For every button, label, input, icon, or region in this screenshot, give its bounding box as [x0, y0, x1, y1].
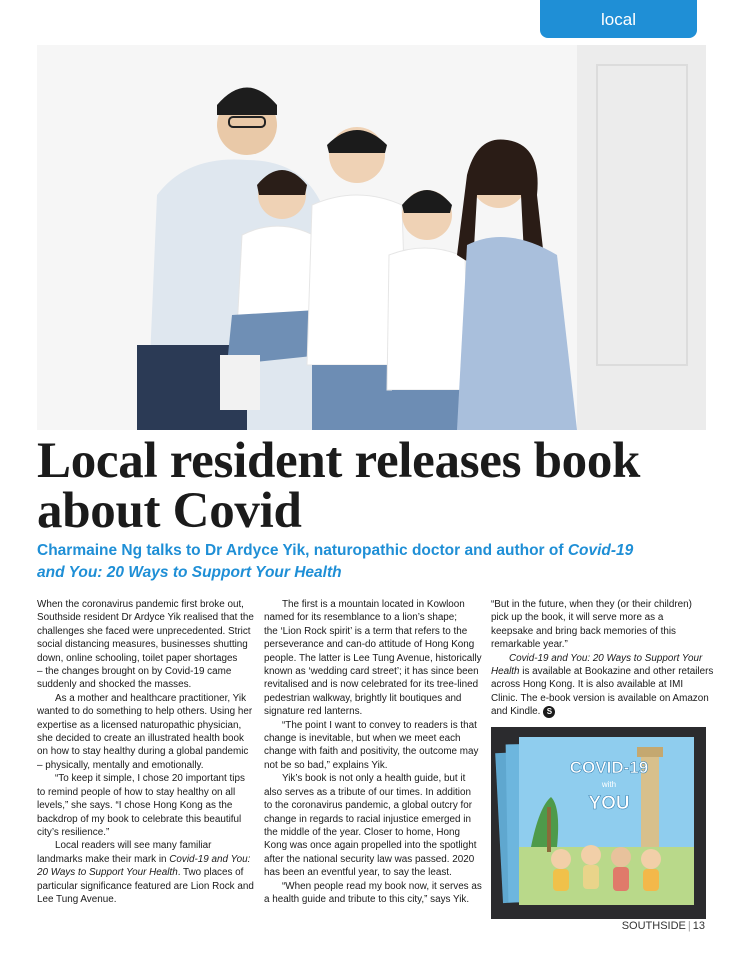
book-title-inline: Covid-19 and You: 20 Ways to Support Your [509, 652, 703, 664]
text-line: particular significance featured are Lion Rock and [37, 880, 254, 892]
text-line: pedestrian walkway, brightly lit boutiques and [264, 692, 462, 704]
text-line: suddenly and shocked the masses. [37, 679, 192, 691]
paragraph [37, 692, 255, 772]
text-line: remarkable year.” [491, 639, 568, 651]
text-line: Yik’s book is not only a health guide, but it [282, 773, 466, 785]
paragraph [37, 598, 255, 692]
article-column-2 [264, 598, 484, 906]
book-title-inline: Health [491, 666, 520, 678]
text-line: to the coronavirus pandemic, a global outcry for [264, 800, 473, 812]
text-line: across Hong Kong. It is also available at IMI [491, 679, 684, 691]
family-photo-illustration [37, 45, 706, 430]
paragraph [264, 880, 484, 907]
text-line: “To keep it simple, I chose 20 important tips [55, 773, 245, 785]
text-line: “The point I want to convey to readers is that [282, 719, 477, 731]
text-line [37, 853, 255, 866]
book-title-part-1: Covid-19 [567, 542, 634, 559]
standfirst [37, 540, 717, 584]
family-photo [37, 45, 706, 430]
text-line: – the changes brought on by Covid-19 came [37, 666, 232, 678]
text-run: landmarks make their mark in [37, 853, 170, 865]
text-run: . Two places of [177, 867, 244, 879]
text-line: wanted to do something to help others. Using her [37, 706, 253, 718]
text-line: signature red lanterns. [264, 706, 363, 718]
headline-line-2: about Covid [37, 483, 302, 539]
headline [37, 433, 717, 539]
text-line: keepsake and bring back memories of this [491, 625, 676, 637]
text-line: Local readers will see many familiar [55, 840, 212, 852]
text-line: Clinic. The e-book version is available on Amazon [491, 692, 709, 704]
text-line: on how to stay healthy during a global pandemic [37, 746, 249, 758]
text-line: expertise as a licensed naturopathic physician, [37, 719, 242, 731]
text-line [491, 705, 710, 718]
headline-line-1: Local resident releases book [37, 433, 641, 489]
text-line: people. The latter is Lee Tung Avenue, historically [264, 652, 482, 664]
book-cover-illustration [491, 727, 706, 919]
text-line: The first is a mountain located in Kowloon [282, 599, 465, 610]
page-folio [622, 920, 705, 932]
text-line: change is inevitable, but when we meet each [264, 733, 461, 745]
text-line: the ‘Lion Rock spirit’ is a term that refers to the [264, 625, 468, 637]
text-line: levels,” she says. “I chose Hong Kong as the [37, 800, 233, 812]
text-line: she decided to create an illustrated health book [37, 733, 244, 745]
text-line: – physically, mentally and emotionally. [37, 759, 204, 771]
book-title-part-2: and You: 20 Ways to Support Your Health [37, 564, 342, 581]
text-line [491, 652, 710, 665]
article-column-3 [491, 598, 714, 719]
text-run: is available at Bookazine and other retailers [519, 666, 714, 678]
paragraph [37, 772, 255, 839]
book-title-inline: Covid-19 and You: [169, 853, 251, 865]
text-line: not be so bad,” explains Yik. [264, 759, 388, 771]
text-line: after the national security law was passed. 2020 [264, 853, 475, 865]
text-line: Southside resident Dr Ardyce Yik realised that the [37, 612, 254, 624]
text-line: When the coronavirus pandemic first broke out, [37, 599, 244, 610]
text-line: named for its resemblance to a lion’s shape; [264, 612, 458, 624]
end-of-article-icon: S [543, 706, 555, 718]
text-line: backdrop of my book to celebrate this beautiful [37, 813, 242, 825]
text-line: Lee Tung Avenue. [37, 893, 117, 905]
text-line: city’s resilience.” [37, 826, 110, 838]
text-line: to remind people of how to stay healthy on all [37, 786, 236, 798]
text-line: As a mother and healthcare practitioner, Yik [55, 692, 247, 704]
text-line: revitalised and is now celebrated for its tree-lined [264, 679, 479, 691]
paragraph [264, 772, 484, 879]
text-line [491, 665, 714, 678]
book-cover-title-line-2: with [601, 780, 617, 789]
book-photo [491, 727, 706, 919]
section-tab: local [540, 0, 697, 38]
standfirst-intro: Charmaine Ng talks to Dr Ardyce Yik, naturopathic doctor and author of [37, 542, 568, 559]
text-line: known as ‘wedding card street’; it has since been [264, 666, 479, 678]
text-line: change with faith and positivity, the outcome may [264, 746, 479, 758]
text-line: “When people read my book now, it serves as [282, 880, 482, 892]
text-line: challenges she faced were unprecedented. Strict [37, 625, 251, 637]
text-run: and Kindle. [491, 706, 541, 718]
text-line: change in regards to racial injustice emerged in [264, 813, 471, 825]
text-line: “But in the future, when they (or their children) [491, 599, 692, 610]
text-line: also serves as a tribute of our times. In addition [264, 786, 471, 798]
text-line: has been an eventful year, to say the least. [264, 867, 452, 879]
standfirst-line-2 [37, 562, 717, 584]
book-cover-title-line-3: YOU [588, 793, 630, 814]
text-line: social distancing measures, businesses shutting [37, 639, 248, 651]
paragraph [491, 598, 710, 652]
text-line: Kong was once again propelled into the spotlight [264, 840, 477, 852]
paragraph [264, 719, 484, 773]
paragraph [37, 839, 255, 906]
article-column-1 [37, 598, 255, 906]
paragraph [491, 652, 714, 719]
magazine-name: SOUTHSIDE [621, 920, 686, 932]
text-line: down, online schooling, toilet paper shortages [37, 652, 238, 664]
text-line: a health guide and tribute to this city,” says Yik. [264, 893, 470, 905]
folio-separator: | [687, 920, 691, 932]
book-title-inline: 20 Ways to Support Your Health [37, 867, 178, 879]
book-cover-title-line-1: COVID-19 [569, 758, 649, 777]
page-number: 13 [692, 920, 705, 932]
text-line: the middle of the year. Closer to home, Hong [264, 826, 460, 838]
standfirst-line-1 [37, 540, 717, 562]
text-line: pick up the book, it will serve more as a [491, 612, 664, 624]
paragraph [264, 598, 484, 719]
text-line: perseverance and can-do attitude of Hong Kong [264, 639, 475, 651]
text-line [37, 866, 255, 879]
